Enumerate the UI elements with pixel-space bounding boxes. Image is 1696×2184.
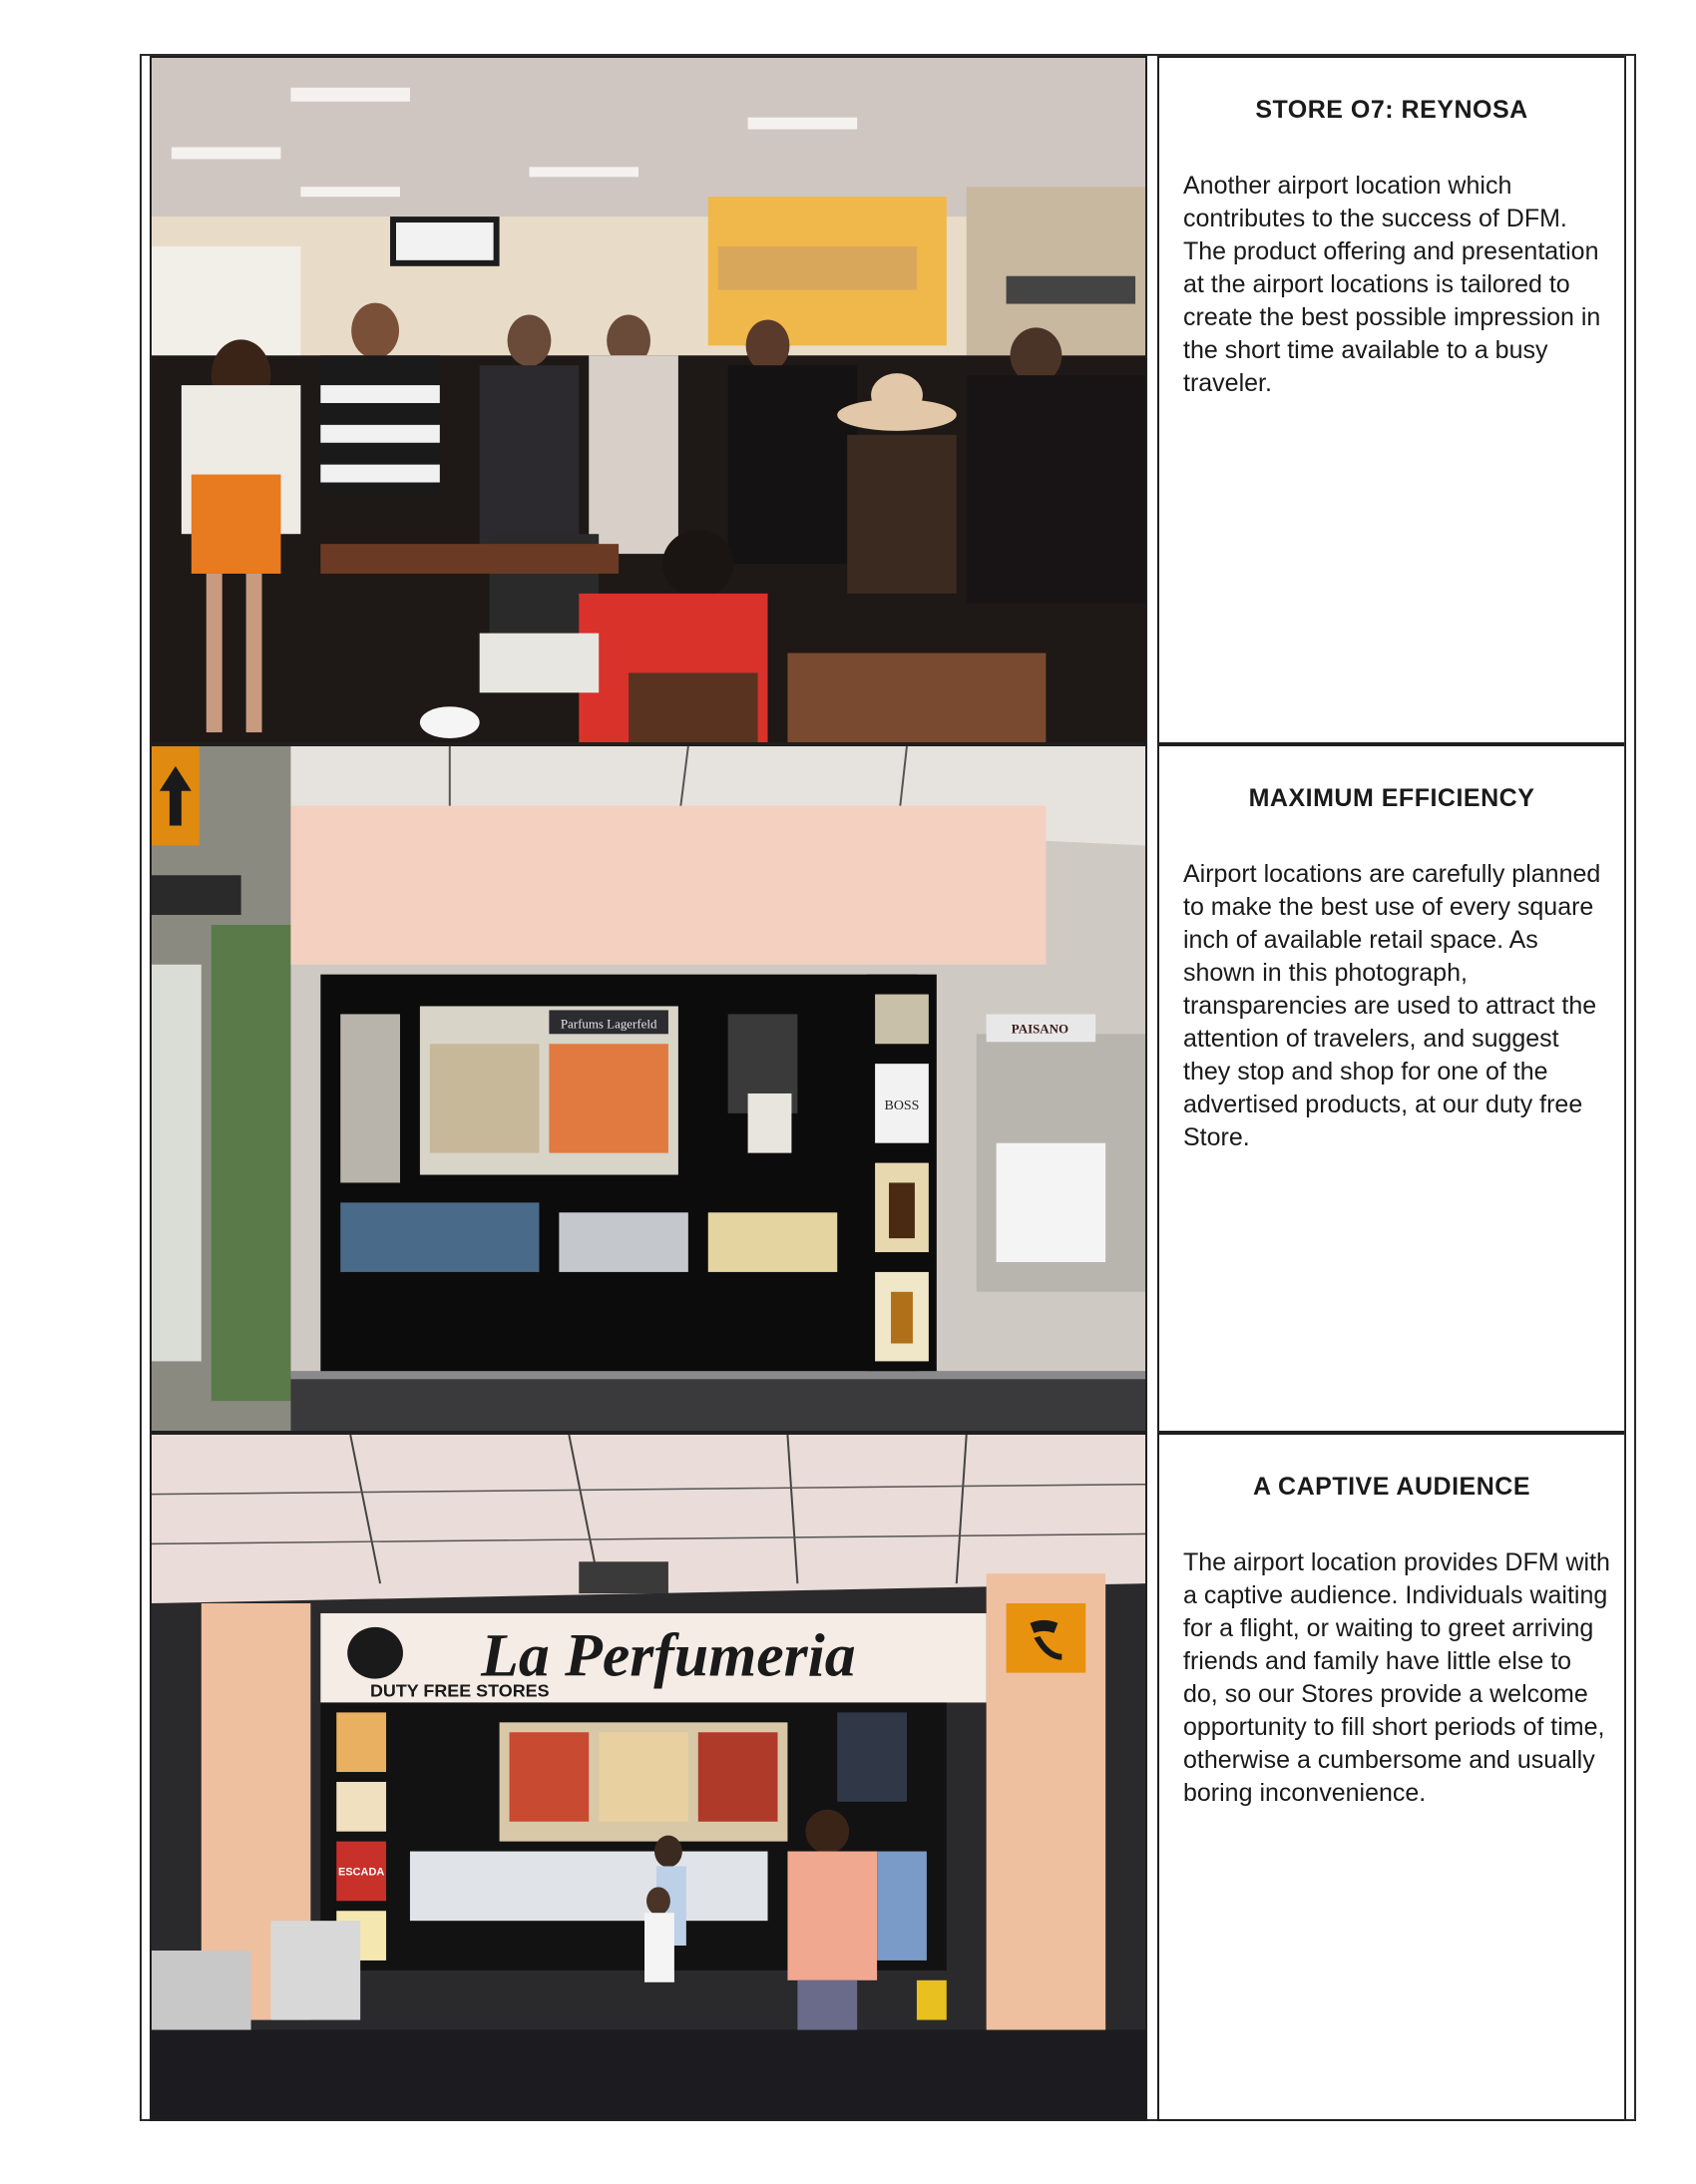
frame-right-rule [1624, 54, 1625, 2121]
sign-boss: BOSS [884, 1097, 920, 1113]
sign-duty-free-stores: DUTY FREE STORES [369, 1680, 550, 1701]
section-body: Another airport location which contributes to the success of DFM. The product offering and presentation at the airport locations is tailored to create the best possible impression in the short time available to a busy traveler. [1183, 172, 1601, 397]
section-body: The airport location provides DFM with a captive audience. Individuals waiting for a flight, or waiting to greet arriving friends and family have little else to do, so our Stores provide a welcome opportunity to fill short periods of time, otherwise a cumbersome and usually boring inconvenience. [1183, 1548, 1610, 1807]
airport-crowd-image [152, 58, 1145, 742]
section-captive-audience [150, 1433, 1626, 2121]
sign-paisano: PAISANO [1011, 1021, 1069, 1037]
text-maximum-efficiency [1157, 744, 1626, 1433]
sign-la-perfumeria: La Perfumeria [481, 1621, 856, 1690]
text-captive-audience [1157, 1433, 1626, 2121]
section-store-07 [150, 56, 1626, 744]
la-perfumeria-image [152, 1435, 1145, 2119]
photo-airport-crowd [150, 56, 1147, 744]
section-title: MAXIMUM EFFICIENCY [1248, 784, 1535, 812]
section-title: A CAPTIVE AUDIENCE [1252, 1473, 1530, 1501]
section-maximum-efficiency [150, 744, 1626, 1433]
section-title: STORE O7: REYNOSA [1255, 96, 1528, 124]
photo-la-perfumeria [150, 1433, 1147, 2121]
sign-escada: ESCADA [338, 1866, 385, 1879]
section-body: Airport locations are carefully planned to make the best use of every square inch of available retail space. As shown in this photograph, transparencies are used to attract the attention of travelers, and suggest they stop and shop for one of the advertised products, at our duty free Store. [1183, 860, 1601, 1151]
sign-lagerfeld: Parfums Lagerfeld [560, 1016, 657, 1032]
kiosk-image [152, 746, 1145, 1431]
text-store-07 [1157, 56, 1626, 744]
photo-kiosk [150, 744, 1147, 1433]
